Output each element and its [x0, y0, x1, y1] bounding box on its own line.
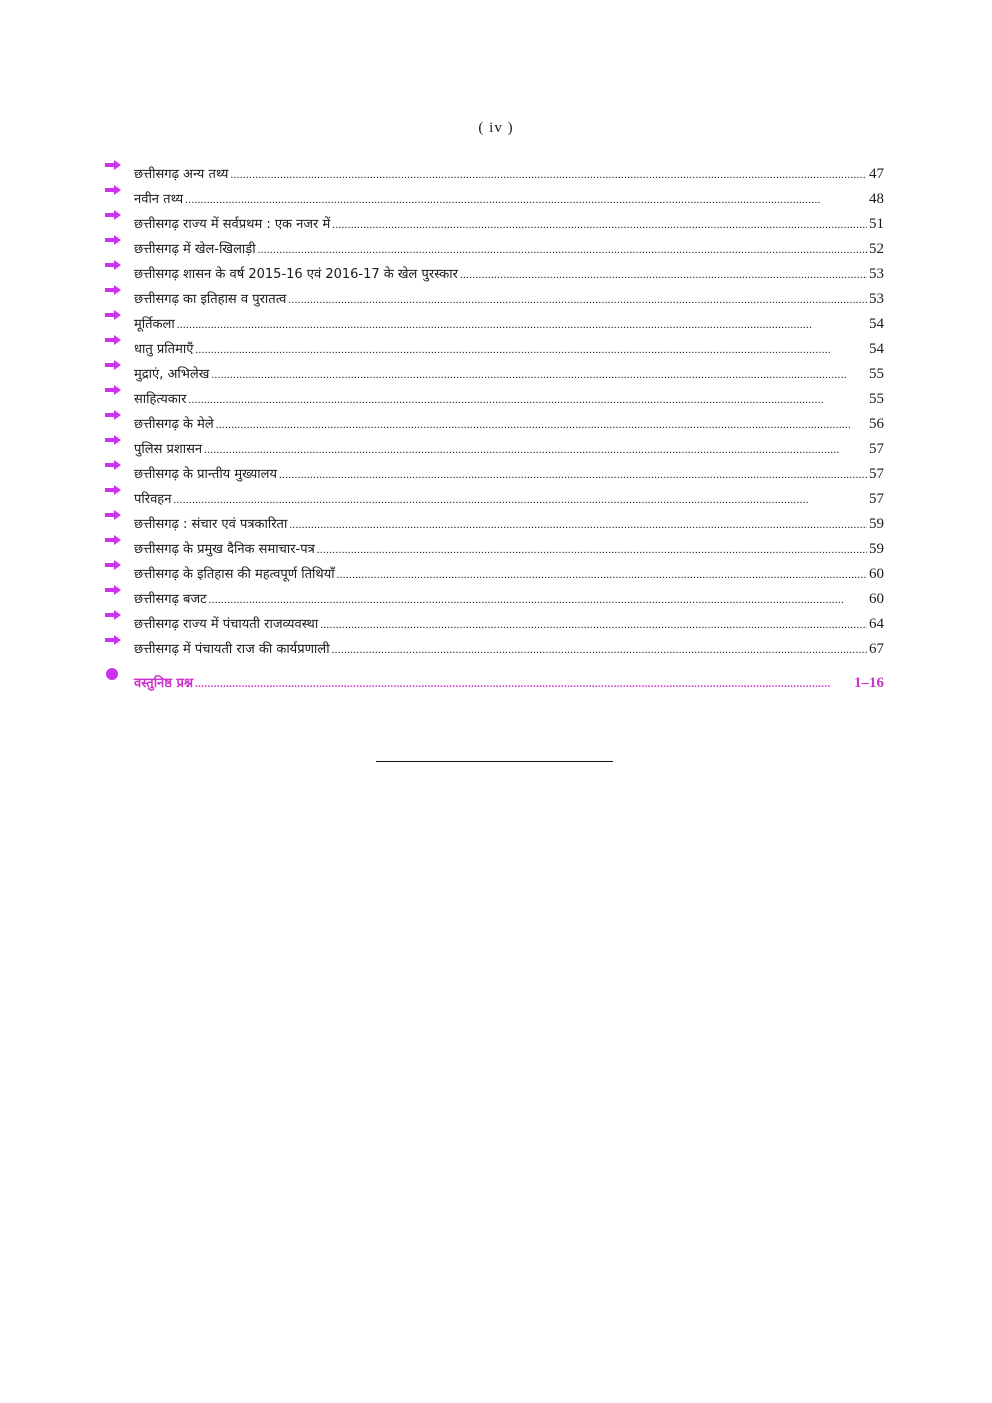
dot-leader [337, 563, 867, 588]
entry-title: वस्तुनिष्ठ प्रश्न [134, 676, 194, 691]
bullet [104, 578, 134, 603]
dot-leader [204, 438, 867, 463]
entry-title: छत्तीसगढ़ राज्य में पंचायती राजव्यवस्था [134, 617, 319, 632]
dot-leader [216, 413, 867, 438]
entry-title: छत्तीसगढ़ का इतिहास व पुरातत्व [134, 292, 287, 307]
table-of-contents [104, 153, 884, 691]
entry-title: छत्तीसगढ़ में पंचायती राज की कार्यप्रणाली [134, 642, 330, 657]
entry-page-number: 51 [869, 216, 884, 232]
arrow-bullet-icon [105, 610, 121, 620]
entry-page-number: 47 [869, 166, 884, 182]
entry-title: छत्तीसगढ़ राज्य में सर्वप्रथम : एक नजर में [134, 217, 331, 232]
bullet [104, 303, 134, 328]
dot-leader [317, 538, 867, 563]
arrow-bullet-icon [105, 160, 121, 170]
entry-page-number: 52 [869, 241, 884, 257]
arrow-bullet-icon [105, 335, 121, 345]
bullet [104, 178, 134, 203]
bullet [104, 328, 134, 353]
bullet [104, 253, 134, 278]
dot-leader [460, 263, 867, 288]
dot-leader [188, 388, 867, 413]
arrow-bullet-icon [105, 460, 121, 470]
bullet [104, 662, 134, 687]
bullet [104, 278, 134, 303]
bullet [104, 503, 134, 528]
arrow-bullet-icon [105, 510, 121, 520]
entry-page-number: 57 [869, 466, 884, 482]
bullet [104, 553, 134, 578]
entry-title: छत्तीसगढ़ में खेल-खिलाड़ी [134, 242, 256, 257]
entry-title: धातु प्रतिमाएँ [134, 342, 194, 357]
dot-leader [230, 163, 867, 188]
arrow-bullet-icon [105, 410, 121, 420]
entry-page-number: 64 [869, 616, 884, 632]
arrow-bullet-icon [105, 260, 121, 270]
arrow-bullet-icon [105, 360, 121, 370]
dot-leader [173, 488, 867, 513]
dot-leader [209, 588, 867, 613]
arrow-bullet-icon [105, 310, 121, 320]
entry-page-number: 53 [869, 291, 884, 307]
entry-title: छत्तीसगढ़ शासन के वर्ष 2015-16 एवं 2016-17 के खेल पुरस्कार [134, 267, 458, 282]
bullet [104, 403, 134, 428]
bullet [104, 528, 134, 553]
arrow-bullet-icon [105, 210, 121, 220]
bullet [104, 153, 134, 178]
arrow-bullet-icon [105, 385, 121, 395]
entry-title: मूर्तिकला [134, 317, 175, 332]
dot-leader [279, 463, 867, 488]
entry-title: साहित्यकार [134, 392, 187, 407]
entry-page-number: 59 [869, 541, 884, 557]
entry-page-number: 56 [869, 416, 884, 432]
entry-page-number: 67 [869, 641, 884, 657]
bullet [104, 203, 134, 228]
entry-page-number: 54 [869, 341, 884, 357]
dot-leader [288, 288, 867, 313]
arrow-bullet-icon [105, 635, 121, 645]
arrow-bullet-icon [105, 535, 121, 545]
bullet [104, 628, 134, 653]
arrow-bullet-icon [105, 185, 121, 195]
entry-title: पुलिस प्रशासन [134, 442, 203, 457]
entry-title: छत्तीसगढ़ के मेले [134, 417, 214, 432]
entry-page-number: 57 [869, 491, 884, 507]
bullet [104, 428, 134, 453]
arrow-bullet-icon [105, 560, 121, 570]
entry-page-number: 57 [869, 441, 884, 457]
dot-leader [320, 613, 867, 638]
entry-page-number: 53 [869, 266, 884, 282]
entry-page-number: 54 [869, 316, 884, 332]
entry-title: छत्तीसगढ़ अन्य तथ्य [134, 167, 229, 182]
entry-page-number: 1–16 [854, 675, 884, 691]
entry-page-number: 55 [869, 366, 884, 382]
entry-page-number: 48 [869, 191, 884, 207]
entry-page-number: 60 [869, 591, 884, 607]
arrow-bullet-icon [105, 435, 121, 445]
dot-leader [211, 363, 867, 388]
page-number: ( iv ) [478, 120, 514, 136]
bullet [104, 603, 134, 628]
entry-title: छत्तीसगढ़ के प्रान्तीय मुख्यालय [134, 467, 277, 482]
arrow-bullet-icon [105, 285, 121, 295]
toc-entry [104, 153, 884, 182]
entry-page-number: 60 [869, 566, 884, 582]
circle-bullet-icon [106, 668, 118, 680]
entry-title: नवीन तथ्य [134, 192, 184, 207]
bullet [104, 478, 134, 503]
bullet [104, 353, 134, 378]
dot-leader [195, 338, 867, 363]
arrow-bullet-icon [105, 585, 121, 595]
end-rule [376, 761, 613, 762]
dot-leader [289, 513, 867, 538]
dot-leader [258, 238, 867, 263]
entry-page-number: 55 [869, 391, 884, 407]
entry-title: छत्तीसगढ़ के इतिहास की महत्वपूर्ण तिथियाँ [134, 567, 335, 582]
dot-leader [332, 213, 867, 238]
dot-leader [332, 638, 867, 663]
dot-leader [177, 313, 867, 338]
bullet [104, 378, 134, 403]
bullet [104, 453, 134, 478]
arrow-bullet-icon [105, 235, 121, 245]
dot-leader [195, 672, 852, 697]
entry-title: छत्तीसगढ़ बजट [134, 592, 207, 607]
bullet [104, 228, 134, 253]
dot-leader [185, 188, 867, 213]
entry-title: परिवहन [134, 492, 172, 507]
entry-title: छत्तीसगढ़ : संचार एवं पत्रकारिता [134, 517, 288, 532]
entry-title: छत्तीसगढ़ के प्रमुख दैनिक समाचार-पत्र [134, 542, 315, 557]
arrow-bullet-icon [105, 485, 121, 495]
entry-title: मुद्राएं, अभिलेख [134, 367, 210, 382]
toc-entry-objective-questions [104, 662, 884, 691]
entry-page-number: 59 [869, 516, 884, 532]
